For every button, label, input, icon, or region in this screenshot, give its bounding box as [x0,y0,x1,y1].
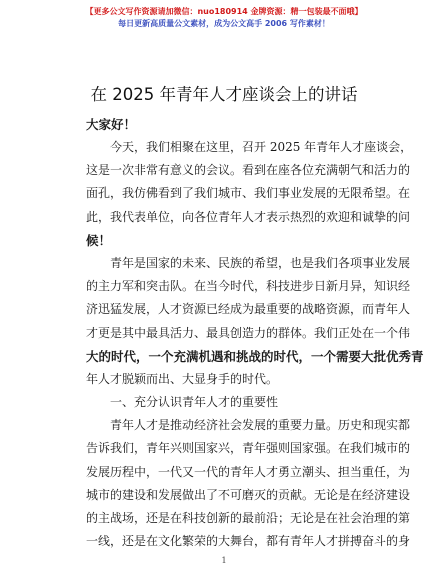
document-title: 在 2025 年青年人才座谈会上的讲话 [90,85,358,104]
text-line: 此，我代表单位，向各位青年人才表示热烈的欢迎和诚挚的问 [86,209,411,224]
text-line: 青年是国家的未来、民族的希望，也是我们各项事业发展 [110,255,411,270]
banner-line-update: 每日更新高质量公文素材，成为公文高手 2006 写作素材！ [118,19,330,28]
text-line: 年人才脱颖而出、大显身手的时代。 [86,371,279,386]
text-line: 的主战场，还是在科技创新的最前沿；无论是在社会治理的第 [86,511,411,525]
document-body [86,113,424,553]
text-line-emphasis: 大的时代，一个充满机遇和挑战的时代，一个需要大批优秀青 [86,348,424,364]
text-line: 告诉我们，青年兴则国家兴，青年强则国家强。在我们城市的 [86,441,411,456]
banner-line-promo: 【更多公文写作资源请加微信：nuo180914 金牌资源：精一包装最不面哦】 [85,7,363,16]
header-banner [0,6,448,30]
paragraph-2 [86,252,424,391]
section-heading: 一、充分认识青年人才的重要性 [110,395,279,410]
text-line: 面孔，我仿佛看到了我们城市、我们事业发展的无限希望。在 [86,186,411,201]
text-line: 济迅猛发展，人才资源已经成为最重要的战略资源，而青年人 [86,302,411,317]
greeting: 大家好！ [86,117,137,132]
text-line: 青年人才是推动经济社会发展的重要力量。历史和现实都 [110,418,411,433]
text-line: 今天，我们相聚在这里，召开 2025 年青年人才座谈会， [110,140,413,154]
text-line: 才更是其中最具活力、最具创造力的群体。我们正处在一个伟 [86,325,411,340]
text-line: 候！ [86,232,112,248]
paragraph-1 [86,136,413,252]
text-line: 发展历程中，一代又一代的青年人才勇立潮头、担当重任，为 [86,464,411,479]
text-line: 的主力军和突击队。在当今时代，科技进步日新月异，知识经 [86,279,411,294]
page-number: 1 [221,556,227,565]
text-line: 这是一次非常有意义的会议。看到在座各位充满朝气和活力的 [86,163,411,178]
text-line: 城市的建设和发展做出了不可磨灭的贡献。无论是在经济建设 [86,487,411,502]
paragraph-3 [86,414,411,553]
text-line: 一线，还是在文化繁荣的大舞台，都有青年人才拼搏奋斗的身 [86,534,411,549]
